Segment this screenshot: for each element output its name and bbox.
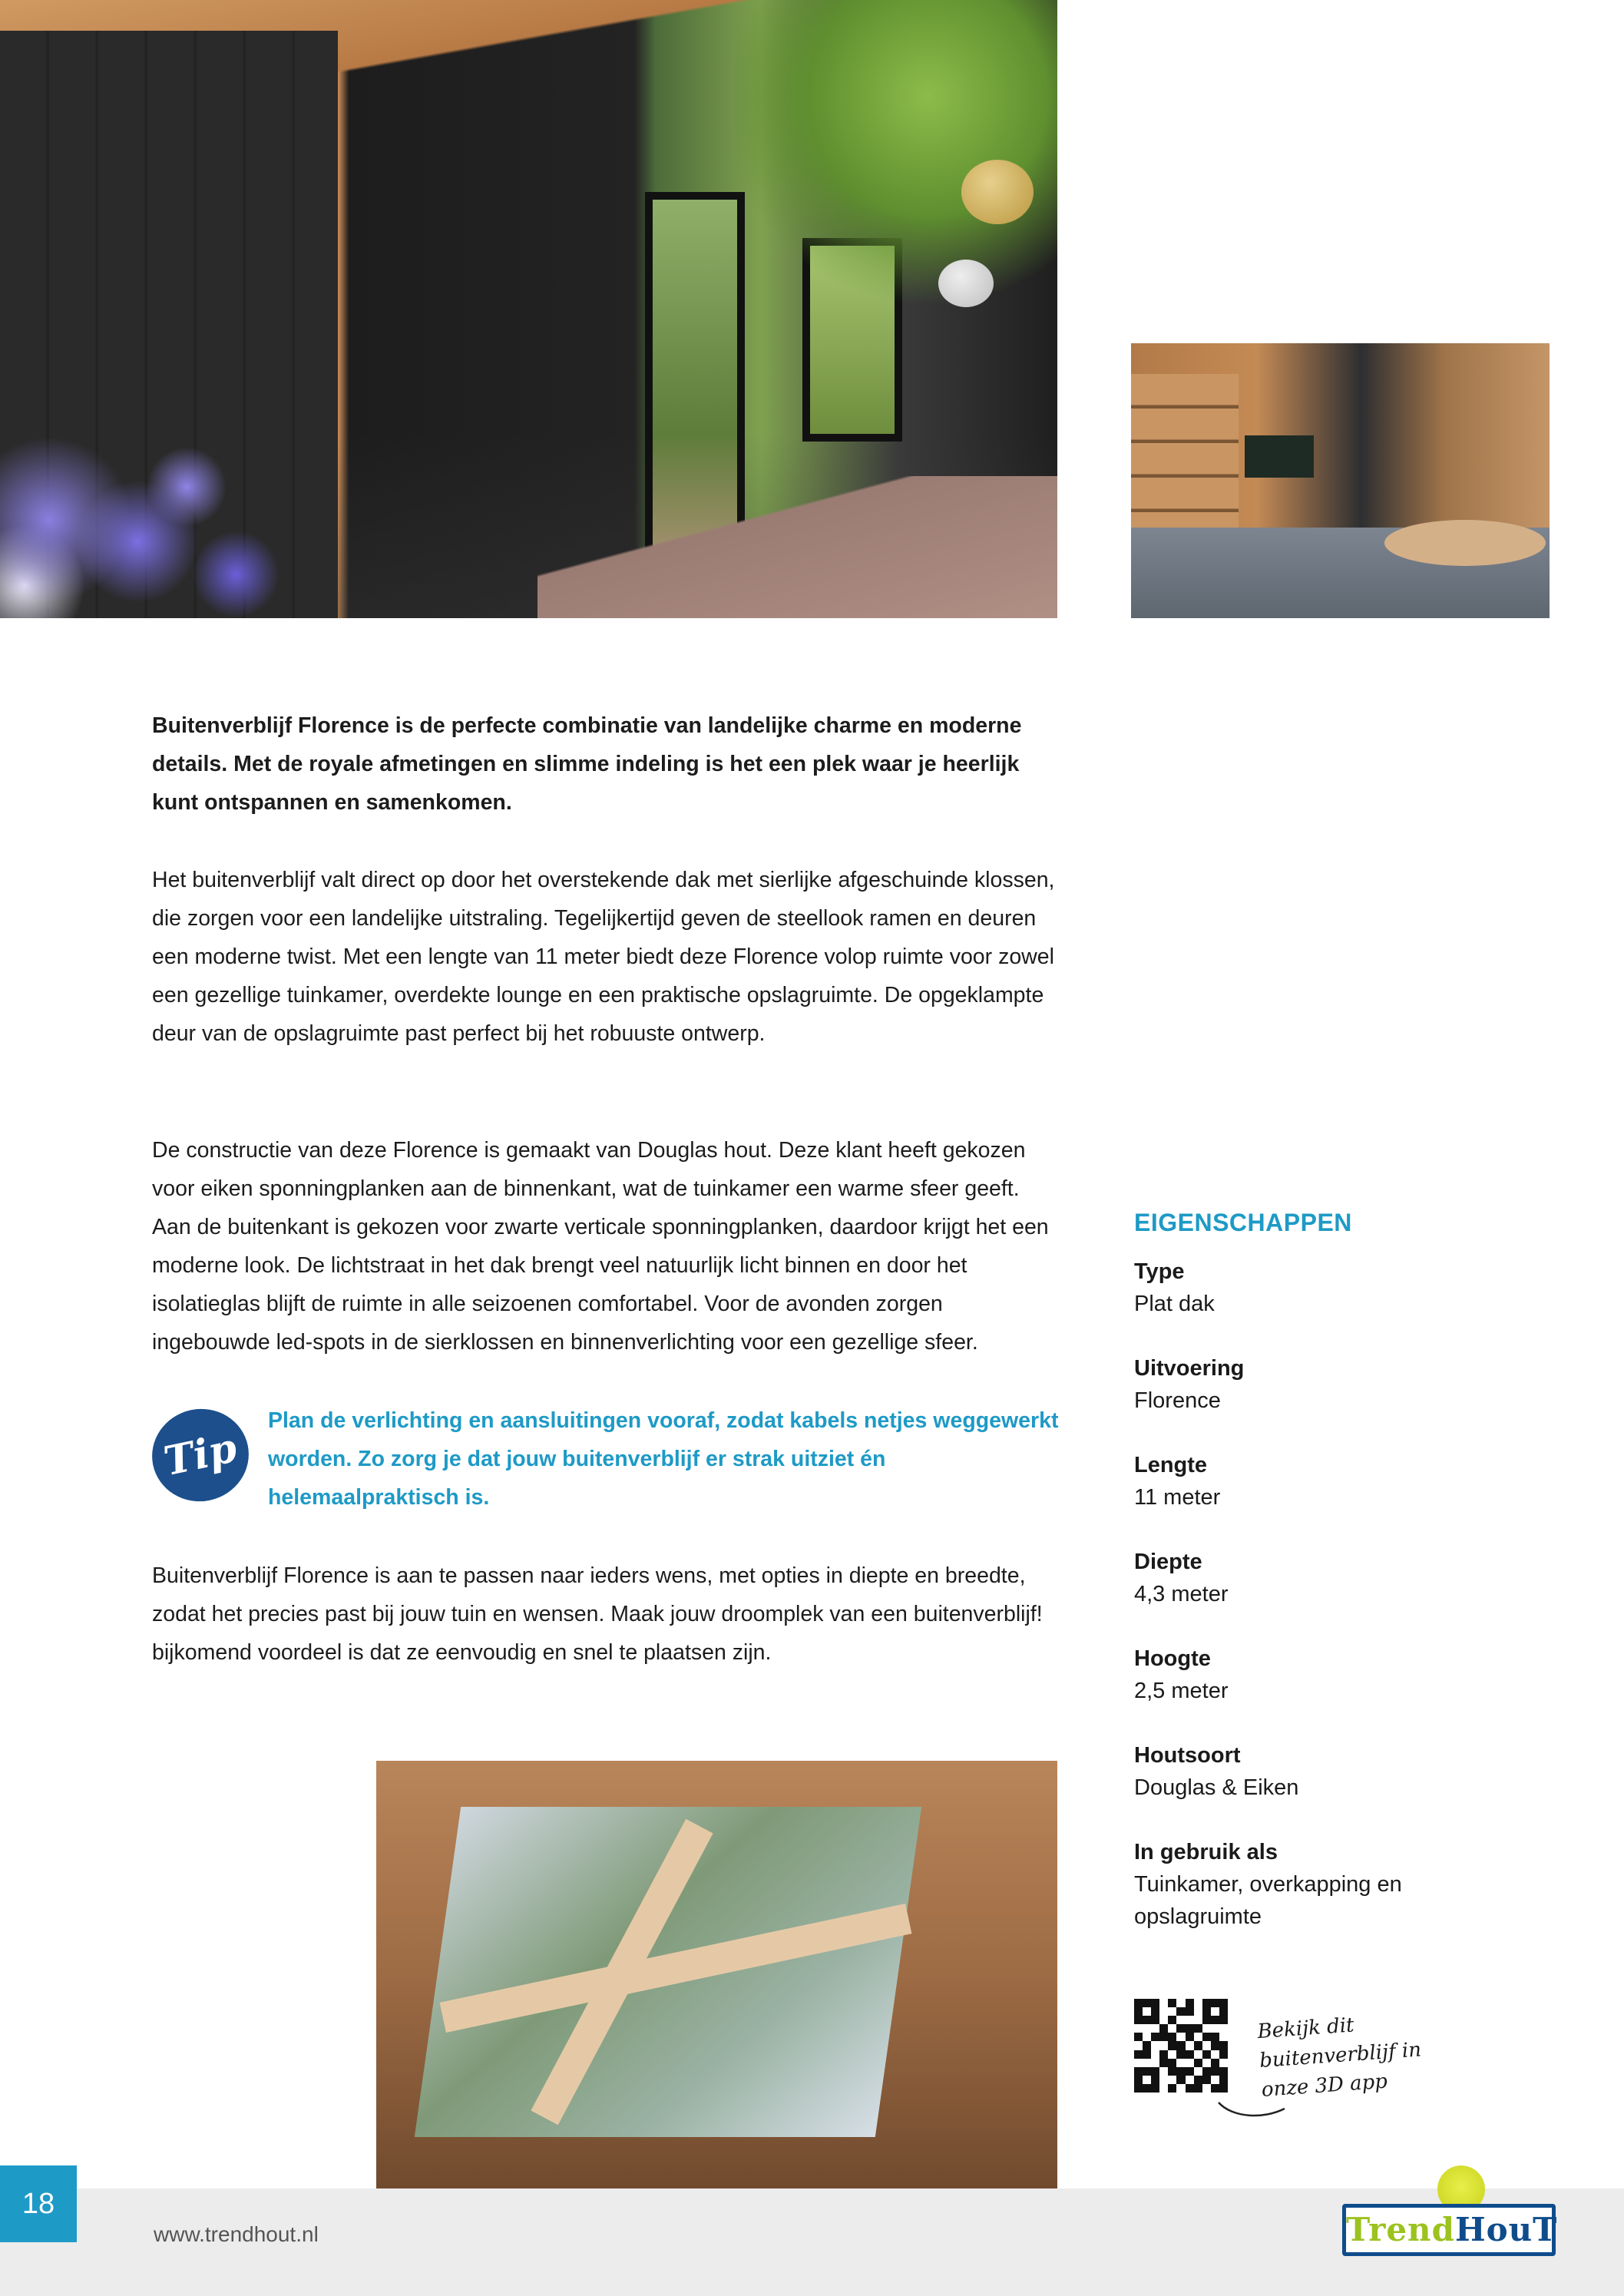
qr-code-icon[interactable] (1134, 1999, 1228, 2093)
property-label: Houtsoort (1134, 1743, 1241, 1768)
foreground-flowers (0, 399, 491, 618)
property-label: Uitvoering (1134, 1356, 1245, 1381)
wall-tv (1245, 435, 1314, 478)
property-label: In gebruik als (1134, 1840, 1278, 1864)
intro-paragraph: Buitenverblijf Florence is de perfecte combinatie van landelijke charme en moderne details. Met de royale afmetingen en slimme indeling is het een plek waar je heerlijk kunt ontspannen en samenkomen. (152, 713, 1022, 815)
body-paragraph: Het buitenverblijf valt direct op door het overstekende dak met sierlijke afgeschuinde klossen, die zorgen voor een landelijke uitstraling. Tegelijkertijd geven de steellook ramen en deuren een moderne twist. Met een lengte van 11 meter biedt deze Florence volop ruimte voor zowel een gezellige tuinkamer, overdekte lounge en een praktische opslagruimte. De opgeklampte deur van de opslagruimte past perfect bij het robuuste ontwerp. (152, 868, 1055, 1046)
property-label: Diepte (1134, 1550, 1202, 1574)
property-label: Hoogte (1134, 1646, 1211, 1671)
interior-photo (1131, 343, 1550, 618)
wall-shelves (1131, 374, 1239, 551)
properties-title: EIGENSCHAPPEN (1134, 1209, 1352, 1236)
property-value: Douglas & Eiken (1134, 1775, 1299, 1800)
round-table (1384, 520, 1546, 566)
property-hoogte (1134, 1643, 1533, 1707)
hero-photo-exterior (0, 0, 1057, 618)
body-paragraph: Buitenverblijf Florence is aan te passen naar ieders wens, met opties in diepte en breedte, zodat het precies past bij jouw tuin en wensen. Maak jouw droomplek van een buitenverblijf! bijkomend voordeel is dat ze eenvoudig en snel te plaatsen zijn. (152, 1563, 1043, 1665)
property-gebruik (1134, 1836, 1411, 1933)
property-type (1134, 1256, 1533, 1320)
brick-path (537, 476, 1057, 618)
tip-text: Plan de verlichting en aansluitingen vooraf, zodat kabels netjes weggewerkt worden. Zo zorg je dat jouw buitenverblijf er strak uitziet én helemaalpraktisch is. (268, 1408, 1059, 1510)
property-value: Florence (1134, 1388, 1221, 1413)
property-label: Lengte (1134, 1453, 1208, 1477)
property-value: 2,5 meter (1134, 1679, 1229, 1703)
website-link[interactable]: www.trendhout.nl (154, 2222, 319, 2246)
logo-text-trend: Trend (1346, 2211, 1455, 2248)
body-paragraph: De constructie van deze Florence is gemaakt van Douglas hout. Deze klant heeft gekozen voor eiken sponningplanken aan de binnenkant, wat de tuinkamer een warme sfeer geeft. Aan de buitenkant is gekozen voor zwarte verticale sponningplanken, daardoor krijgt het een moderne look. De lichtstraat in het dak brengt veel natuurlijk licht binnen en door het isolatieglas blijft de ruimte in alle seizoenen comfortabel. Voor de avonden zorgen ingebouwde led-spots in de sierklossen en binnenverlichting voor een gezellige sfeer. (152, 1138, 1049, 1355)
hanging-lantern (961, 160, 1034, 224)
tip-icon: Tip (144, 1400, 257, 1510)
property-lengte (1134, 1449, 1533, 1514)
property-label: Type (1134, 1259, 1185, 1284)
hanging-lantern (938, 260, 994, 307)
page-number: 18 (0, 2165, 77, 2242)
properties-panel (1134, 1203, 1533, 1965)
trendhout-logo (1342, 2204, 1556, 2256)
property-value: 11 meter (1134, 1485, 1221, 1510)
property-houtsoort (1134, 1739, 1533, 1804)
app-note: Bekijk dit buitenverblijf in onze 3D app (1256, 2013, 1422, 2102)
property-diepte (1134, 1546, 1533, 1610)
property-value: Tuinkamer, overkapping en opslagruimte (1134, 1872, 1402, 1929)
logo-text-hout: HouT (1454, 2211, 1558, 2248)
property-value: 4,3 meter (1134, 1582, 1229, 1606)
property-uitvoering (1134, 1352, 1533, 1417)
tip-box (152, 1401, 1058, 1524)
property-value: Plat dak (1134, 1292, 1215, 1316)
curved-arrow-icon (1217, 2096, 1286, 2119)
